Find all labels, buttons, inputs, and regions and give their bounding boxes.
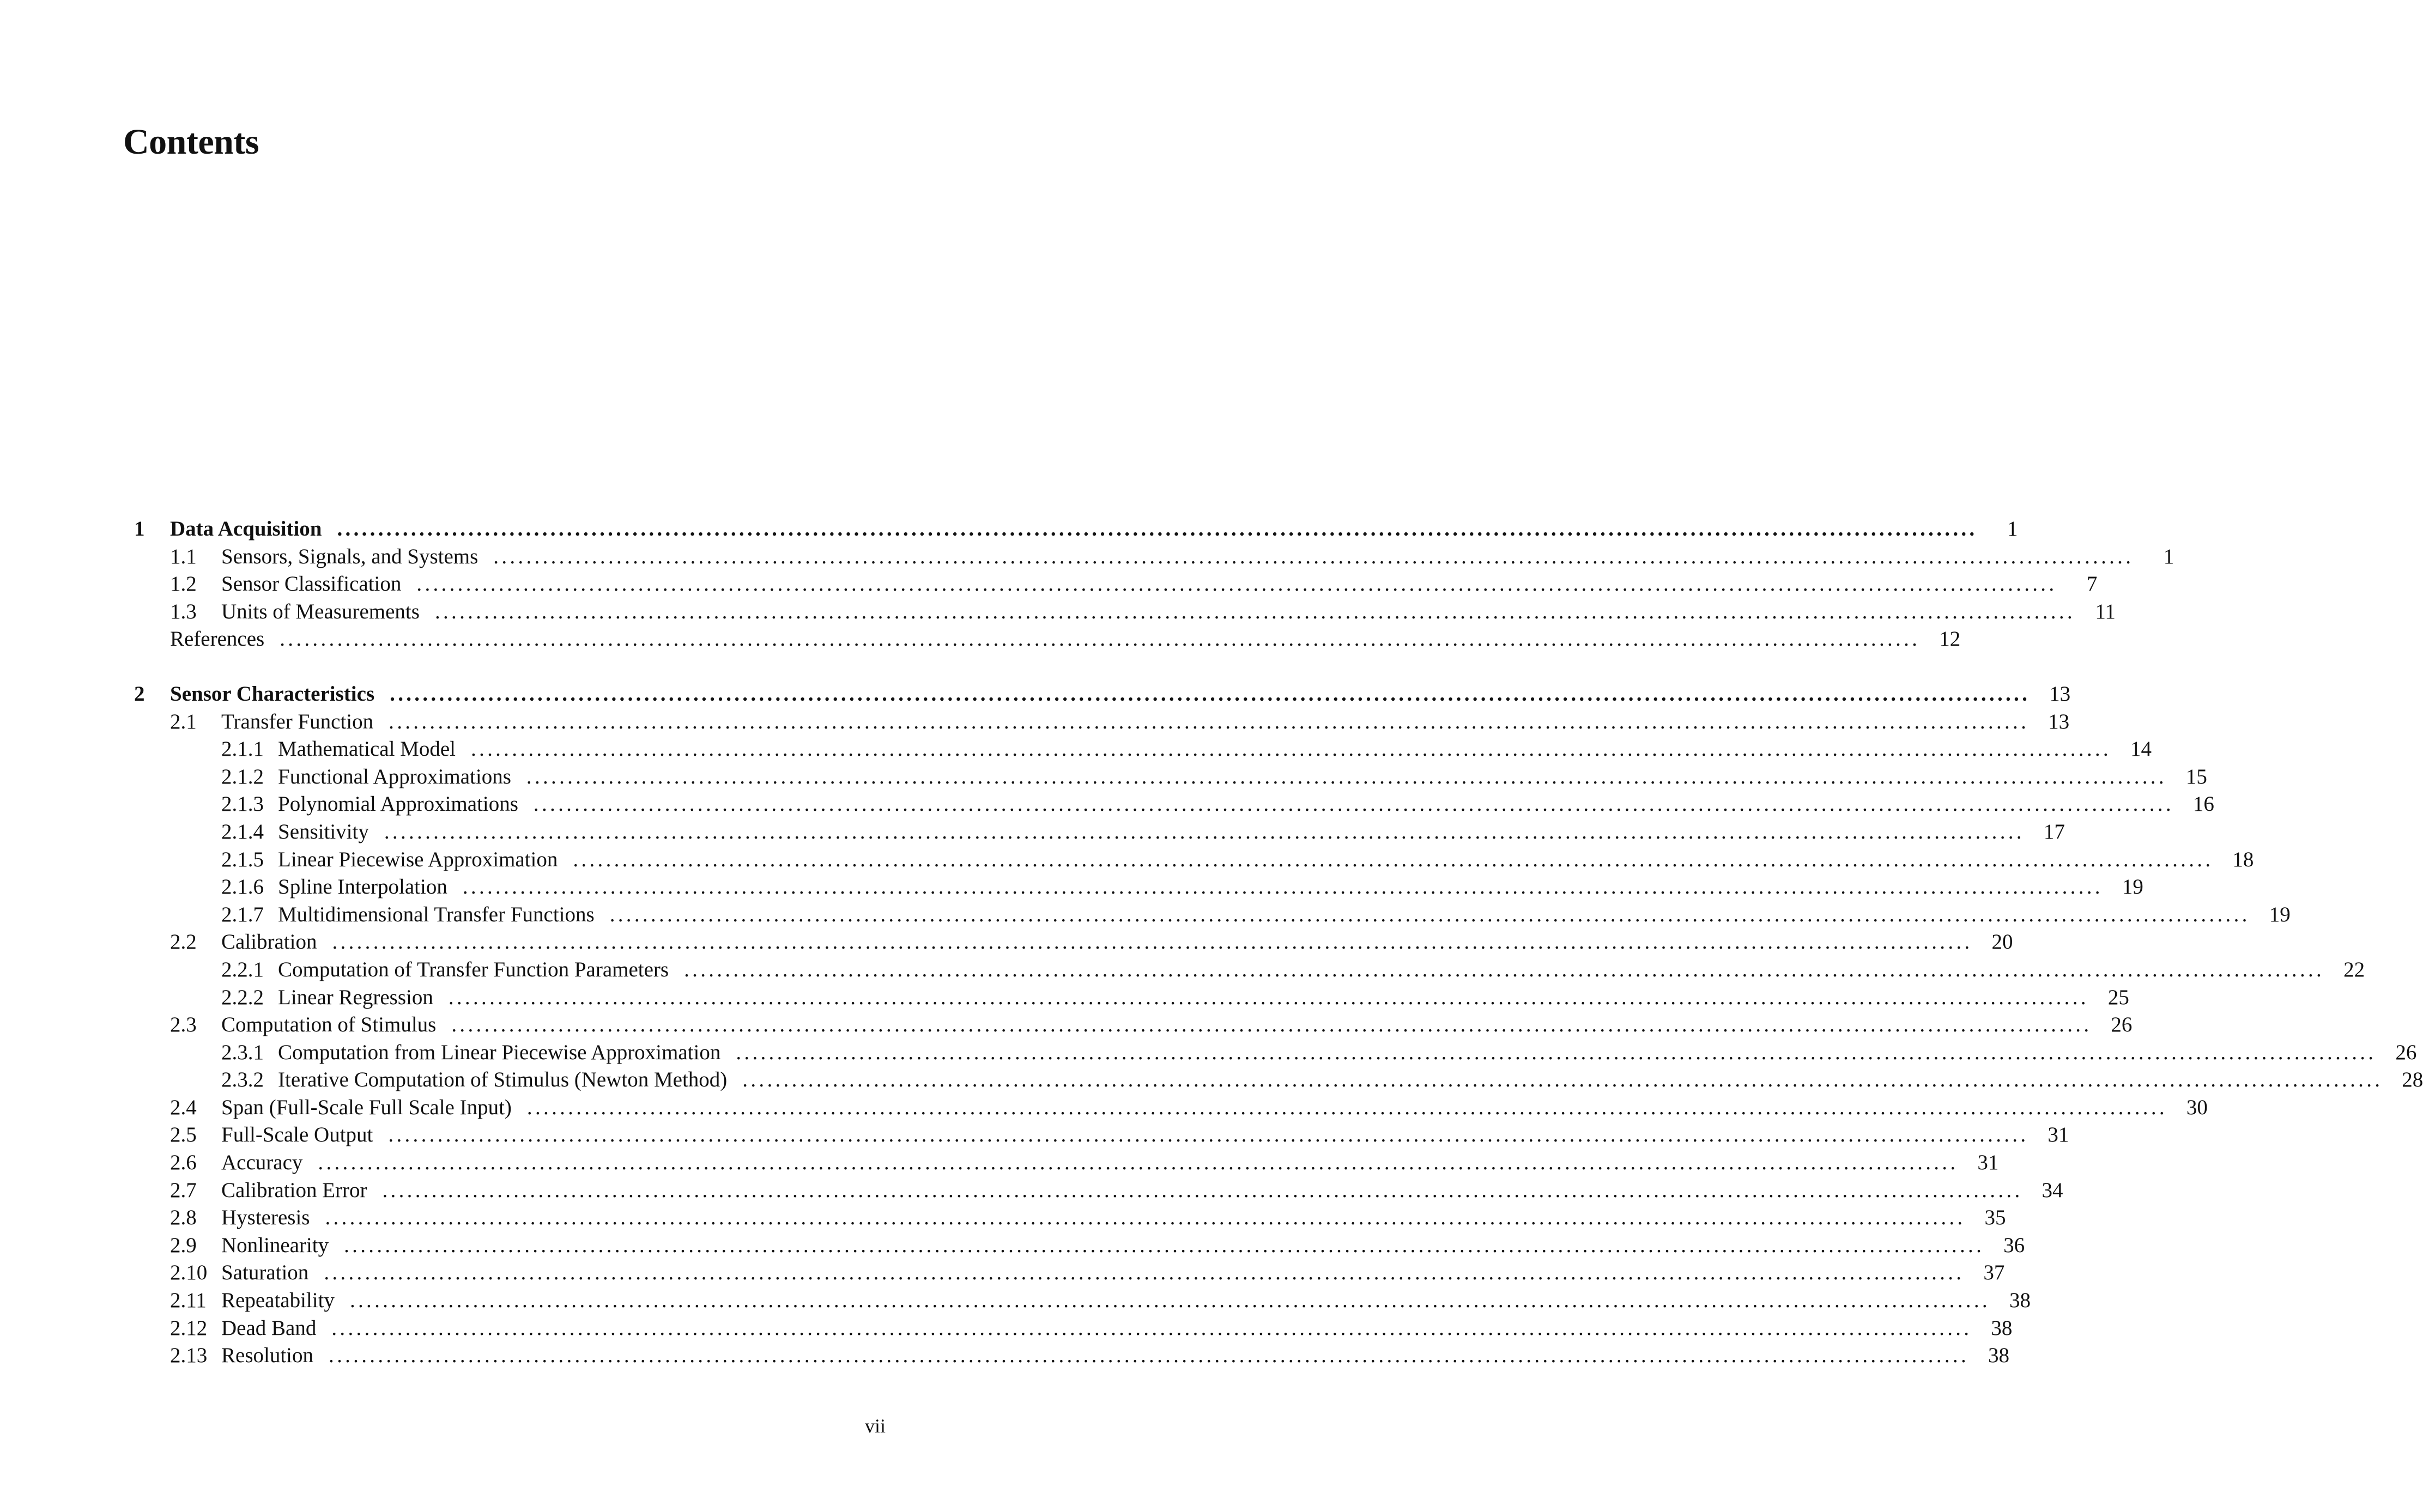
toc-page: 28 <box>2402 1068 2423 1092</box>
toc-number: 2.2.1 <box>221 957 264 981</box>
toc-title: Sensor Classification <box>221 572 402 596</box>
toc-title: Sensitivity <box>278 819 369 843</box>
toc-title: Polynomial Approximations <box>278 792 518 816</box>
toc-title: Units of Measurements <box>221 599 420 623</box>
toc-entry[interactable] <box>134 984 2129 1012</box>
toc-page: 34 <box>2042 1178 2063 1202</box>
dot-leader: ........................................................................................................................................................................................................ <box>332 930 1973 954</box>
toc-number: 2.9 <box>170 1233 197 1257</box>
toc-page: 38 <box>1991 1316 2013 1340</box>
toc-number: 2.4 <box>170 1095 197 1119</box>
dot-leader: ........................................................................................................................................................................................................ <box>382 1178 2023 1202</box>
toc-page: 38 <box>2009 1289 2031 1313</box>
dot-leader: ........................................................................................................................................................................................................ <box>736 1040 2377 1064</box>
toc-title: Sensor Characteristics <box>170 682 375 706</box>
toc-title: Functional Approximations <box>278 764 511 788</box>
toc-entry[interactable] <box>134 1094 2208 1122</box>
toc-entry[interactable] <box>134 763 2207 791</box>
toc-entry[interactable] <box>134 1039 2417 1067</box>
toc-chapter-2[interactable] <box>134 681 2071 708</box>
toc-title: Hysteresis <box>221 1206 310 1230</box>
toc-number: 2.8 <box>170 1206 197 1230</box>
toc-number: 2.13 <box>170 1344 208 1368</box>
toc-page: 7 <box>2086 572 2098 596</box>
toc-number: 1.2 <box>170 572 197 596</box>
toc-number: 2.1.3 <box>221 792 264 816</box>
toc-title: Saturation <box>221 1261 309 1285</box>
toc-page: 38 <box>1988 1344 2010 1368</box>
dot-leader: ........................................................................................................................................................................................................ <box>384 819 2025 843</box>
toc-entry[interactable] <box>134 736 2152 763</box>
toc-page: 17 <box>2043 819 2065 843</box>
toc-page: 20 <box>1991 930 2013 954</box>
toc-entry[interactable] <box>134 1287 2031 1315</box>
toc-number: 2.1.7 <box>221 902 264 926</box>
toc-number: 2.2.2 <box>221 985 264 1009</box>
page-number: vii <box>865 1415 886 1437</box>
toc-page: 31 <box>2048 1123 2069 1147</box>
toc-title: Calibration <box>221 930 317 954</box>
dot-leader: ........................................................................................................................................................................................................ <box>325 1206 1966 1230</box>
toc-page: 19 <box>2122 875 2143 899</box>
toc-page: 18 <box>2232 847 2254 871</box>
toc-page: 13 <box>2048 709 2070 733</box>
dot-leader: ........................................................................................................................................................................................................ <box>533 792 2174 816</box>
toc-page: 25 <box>2107 985 2129 1009</box>
toc-page: 19 <box>2269 902 2291 926</box>
toc-title: Computation of Transfer Function Parameters <box>278 957 669 981</box>
toc-page: 13 <box>2049 682 2071 706</box>
toc-title: Sensors, Signals, and Systems <box>221 544 478 568</box>
toc-entry[interactable] <box>134 570 2098 598</box>
toc-title: Computation of Stimulus <box>221 1013 437 1037</box>
toc-page: 22 <box>2343 957 2365 981</box>
toc-title: Mathematical Model <box>278 737 456 761</box>
dot-leader: ........................................................................................................................................................................................................ <box>448 985 2089 1009</box>
toc-entry[interactable] <box>134 956 2365 984</box>
toc-title: Repeatability <box>221 1289 335 1313</box>
toc-number: 2.12 <box>170 1316 208 1340</box>
toc-title: Calibration Error <box>221 1178 367 1202</box>
toc-entry[interactable] <box>134 708 2070 736</box>
dot-leader: ........................................................................................................................................................................................................ <box>329 1344 1970 1368</box>
toc-number: 2.6 <box>170 1151 197 1175</box>
dot-leader: ........................................................................................................................................................................................................ <box>451 1013 2092 1037</box>
toc-entry[interactable] <box>134 1259 2005 1287</box>
dot-leader: ........................................................................................................................................................................................................ <box>462 875 2103 899</box>
toc-page: 37 <box>1983 1261 2005 1285</box>
toc-number: 2.1.6 <box>221 875 264 899</box>
toc-entry[interactable] <box>134 1066 2423 1094</box>
toc-title: Resolution <box>221 1344 314 1368</box>
toc-entry[interactable] <box>134 1149 1999 1177</box>
dot-leader: ........................................................................................................................................................................................................ <box>324 1261 1965 1285</box>
dot-leader: ........................................................................................................................................................................................................ <box>280 627 1921 651</box>
toc-number: 1.1 <box>170 544 197 568</box>
toc-page: 1 <box>2007 517 2018 541</box>
toc-title: Iterative Computation of Stimulus (Newton Method) <box>278 1068 728 1092</box>
toc-number: 2.7 <box>170 1178 197 1202</box>
toc-number: 2.1 <box>170 709 197 733</box>
toc-number: 2.5 <box>170 1123 197 1147</box>
dot-leader: ........................................................................................................................................................................................................ <box>470 737 2111 761</box>
toc-title: Dead Band <box>221 1316 317 1340</box>
toc-number: 2.1.4 <box>221 819 264 843</box>
dot-leader: ........................................................................................................................................................................................................ <box>344 1233 1985 1257</box>
toc-entry[interactable] <box>134 1342 2010 1370</box>
spacer <box>134 653 887 681</box>
dot-leader: ........................................................................................................................................................................................................ <box>337 517 1978 541</box>
toc-page: 12 <box>1939 627 1961 651</box>
toc-number: 2.1.2 <box>221 764 264 788</box>
toc-number: 2.1.5 <box>221 847 264 871</box>
toc-title: Spline Interpolation <box>278 875 447 899</box>
dot-leader: ........................................................................................................................................................................................................ <box>416 572 2057 596</box>
toc-page: 16 <box>2192 792 2214 816</box>
dot-leader: ........................................................................................................................................................................................................ <box>390 682 2031 706</box>
toc-title: Data Acquisition <box>170 517 322 541</box>
toc-entry[interactable] <box>134 1204 2006 1232</box>
toc-entry[interactable] <box>134 1177 2063 1205</box>
toc-entry[interactable] <box>134 598 2116 626</box>
dot-leader: ........................................................................................................................................................................................................ <box>573 847 2214 871</box>
dot-leader: ........................................................................................................................................................................................................ <box>349 1289 1990 1313</box>
dot-leader: ........................................................................................................................................................................................................ <box>318 1151 1959 1175</box>
toc-title: Linear Regression <box>278 985 433 1009</box>
dot-leader: ........................................................................................................................................................................................................ <box>493 544 2134 568</box>
dot-leader: ........................................................................................................................................................................................................ <box>389 709 2030 733</box>
toc-number: 1 <box>134 517 145 541</box>
toc-entry[interactable] <box>134 818 2065 846</box>
dot-leader: ........................................................................................................................................................................................................ <box>526 1095 2167 1119</box>
toc-title: Linear Piecewise Approximation <box>278 847 558 871</box>
page-title: Contents <box>123 122 259 162</box>
dot-leader: ........................................................................................................................................................................................................ <box>331 1316 1972 1340</box>
toc-number: 2.1.1 <box>221 737 264 761</box>
toc-number: 2.10 <box>170 1261 208 1285</box>
toc-page: 15 <box>2185 764 2207 788</box>
toc-page: 11 <box>2095 599 2116 623</box>
toc-title: Accuracy <box>221 1151 303 1175</box>
toc-title: Multidimensional Transfer Functions <box>278 902 595 926</box>
toc-title: Span (Full-Scale Full Scale Input) <box>221 1095 512 1119</box>
toc-entry[interactable] <box>134 791 2214 818</box>
toc-page: 26 <box>2111 1013 2133 1037</box>
toc-page: 36 <box>2003 1233 2025 1257</box>
toc-page: 26 <box>2395 1040 2417 1064</box>
toc-page: 30 <box>2186 1095 2208 1119</box>
toc-page: 14 <box>2130 737 2152 761</box>
toc-number: 1.3 <box>170 599 197 623</box>
toc-title: Computation from Linear Piecewise Approximation <box>278 1040 721 1064</box>
toc-entry[interactable] <box>134 846 2254 874</box>
toc-entry[interactable] <box>134 1315 2013 1343</box>
toc-title: Transfer Function <box>221 709 374 733</box>
toc-references[interactable] <box>134 626 1961 653</box>
dot-leader: ........................................................................................................................................................................................................ <box>742 1068 2383 1092</box>
dot-leader: ........................................................................................................................................................................................................ <box>609 902 2250 926</box>
toc-entry[interactable] <box>134 1011 2133 1039</box>
toc-title: Full-Scale Output <box>221 1123 373 1147</box>
toc-chapter-1[interactable] <box>134 515 2018 543</box>
table-of-contents <box>134 515 2423 1370</box>
toc-title: References <box>170 627 265 651</box>
dot-leader: ........................................................................................................................................................................................................ <box>434 599 2075 623</box>
dot-leader: ........................................................................................................................................................................................................ <box>526 764 2167 788</box>
toc-title: Nonlinearity <box>221 1233 329 1257</box>
toc-entry[interactable] <box>134 543 2174 571</box>
toc-page: 1 <box>2163 544 2174 568</box>
toc-number: 2 <box>134 682 145 706</box>
toc-entry[interactable] <box>134 928 2013 956</box>
toc-entry[interactable] <box>134 901 2291 929</box>
toc-number: 2.3.1 <box>221 1040 264 1064</box>
toc-number: 2.11 <box>170 1289 207 1313</box>
toc-page: 31 <box>1977 1151 1999 1175</box>
toc-number: 2.3.2 <box>221 1068 264 1092</box>
toc-number: 2.2 <box>170 930 197 954</box>
toc-entry[interactable] <box>134 1121 2069 1149</box>
toc-page: 35 <box>1984 1206 2006 1230</box>
toc-entry[interactable] <box>134 873 2143 901</box>
toc-entry[interactable] <box>134 1232 2025 1260</box>
dot-leader: ........................................................................................................................................................................................................ <box>388 1123 2029 1147</box>
toc-number: 2.3 <box>170 1013 197 1037</box>
dot-leader: ........................................................................................................................................................................................................ <box>684 957 2325 981</box>
